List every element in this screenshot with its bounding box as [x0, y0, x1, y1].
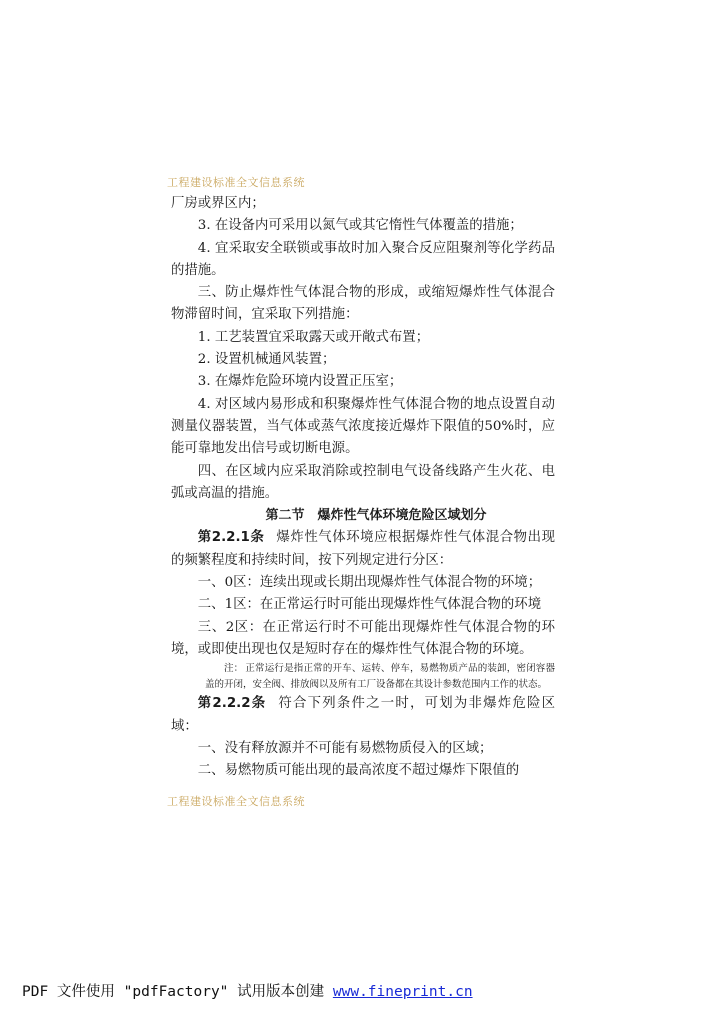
article-text: 符合下列条件之一时，可划为非爆炸危险区域： — [171, 696, 555, 734]
paragraph: 3. 在设备内可采用以氮气或其它惰性气体覆盖的措施； — [197, 218, 523, 234]
paragraph: 三、防止爆炸性气体混合物的形成，或缩短爆炸性气体混合物滞留时间，宜采取下列措施： — [171, 285, 555, 323]
article-number: 第2.2.1条 — [197, 530, 265, 546]
section-title: 第二节 爆炸性气体环境危险区域划分 — [265, 508, 487, 524]
pdf-footer — [22, 980, 473, 1001]
paragraph: 四、在区域内应采取消除或控制电气设备线路产生火花、电弧或高温的措施。 — [171, 463, 555, 501]
note-label: 注： — [224, 663, 244, 675]
article-2-2-2 — [171, 693, 555, 738]
article-text: 爆炸性气体环境应根据爆炸性气体混合物出现的频繁程度和持续时间，按下列规定进行分区： — [171, 530, 555, 568]
footer-link[interactable]: www.fineprint.cn — [332, 984, 473, 1000]
paragraph: 4. 宜采取安全联锁或事故时加入聚合反应阻聚剂等化学药品的措施。 — [171, 240, 555, 278]
zone-item: 三、2区：在正常运行时不可能出现爆炸性气体混合物的环境，或即使出现也仅是短时存在的爆炸性气体混合物的环境。 — [171, 619, 555, 657]
paragraph: 2. 设置机械通风装置； — [197, 352, 336, 368]
note — [171, 661, 555, 693]
paragraph: 4. 对区域内易形成和积聚爆炸性气体混合物的地点设置自动测量仪器装置，当气体或蒸气浓度接近爆炸下限值的50%时，应能可靠地发出信号或切断电源。 — [171, 396, 555, 457]
condition-item: 二、易燃物质可能出现的最高浓度不超过爆炸下限值的 — [197, 763, 520, 779]
article-2-2-1 — [171, 527, 555, 572]
condition-item: 一、没有释放源并不可能有易燃物质侵入的区域； — [197, 740, 493, 756]
article-number: 第2.2.2条 — [197, 696, 267, 712]
paragraph: 1. 工艺装置宜采取露天或开敞式布置； — [197, 329, 430, 345]
zone-item: 一、0区：连续出现或长期出现爆炸性气体混合物的环境； — [197, 575, 542, 591]
note-text: 正常运行是指正常的开车、运转、停车，易燃物质产品的装卸，密闭容器盖的开闭，安全阀、排放阀以及所有工厂设备都在其设计参数范围内工作的状态。 — [205, 663, 555, 691]
zone-item: 二、1区：在正常运行时可能出现爆炸性气体混合物的环境 — [197, 597, 542, 613]
document-body — [171, 193, 555, 782]
footer-text: PDF 文件使用 "pdfFactory" 试用版本创建 — [22, 984, 333, 1000]
paragraph: 3. 在爆炸危险环境内设置正压室； — [197, 374, 403, 390]
paragraph: 厂房或界区内； — [171, 196, 265, 211]
watermark-bottom: 工程建设标准全文信息系统 — [167, 795, 305, 808]
watermark-top: 工程建设标准全文信息系统 — [167, 176, 305, 189]
